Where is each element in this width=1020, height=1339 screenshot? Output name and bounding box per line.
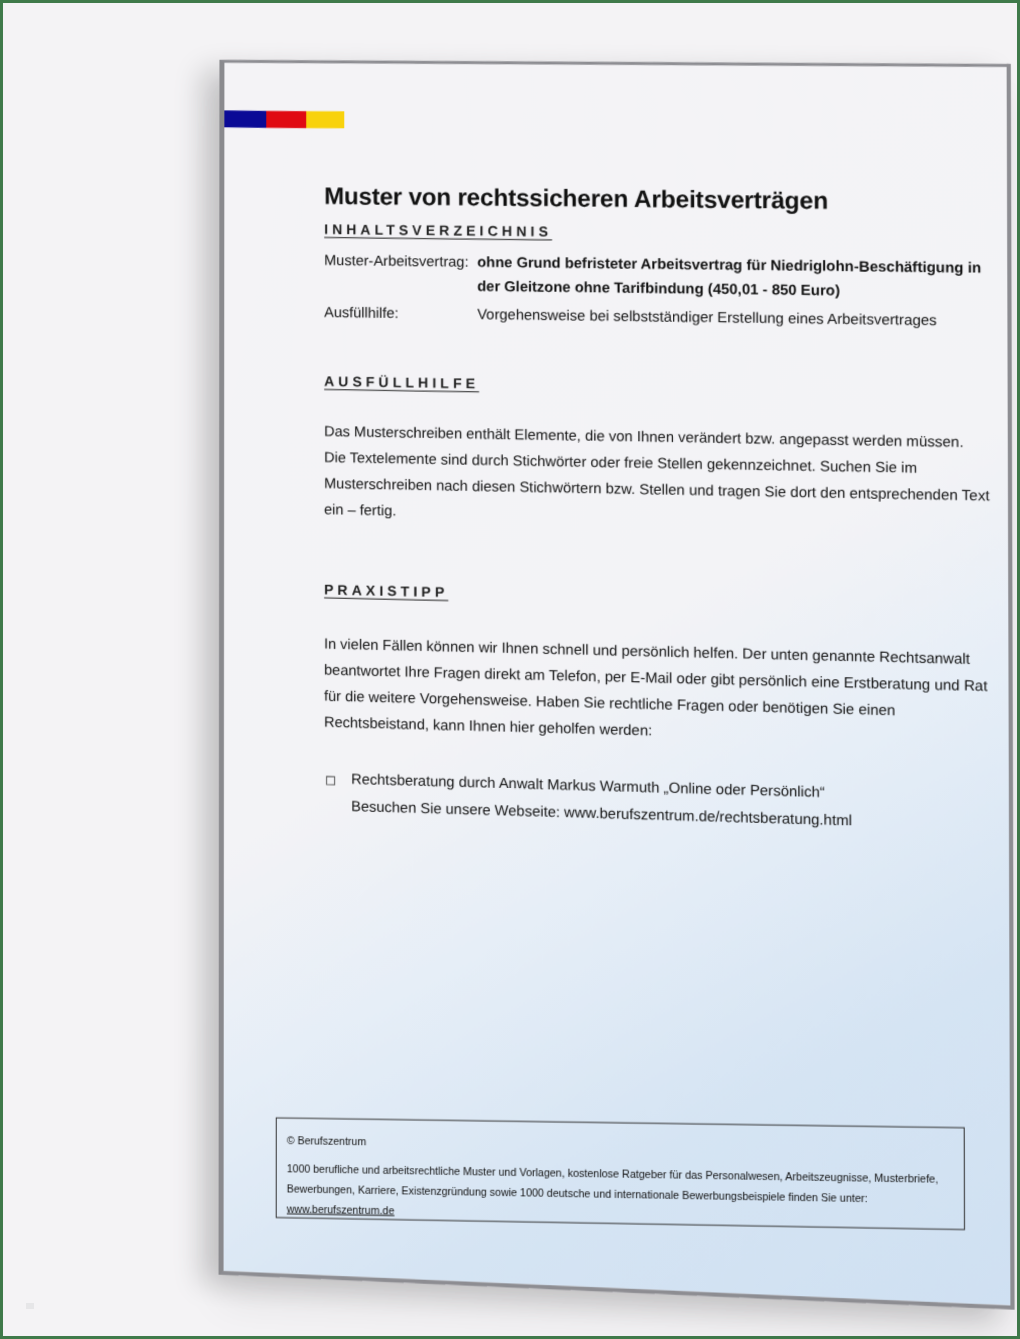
toc-label: Muster-Arbeitsvertrag:	[324, 253, 469, 271]
color-bar-blue	[224, 111, 266, 128]
fill-help-text: Das Musterschreiben enthält Elemente, die von Ihnen verändert bzw. angepasst werden müssen. Die Textelemente sind durch Stichwörter oder freie Stellen gekennzeichnet. Suchen Sie im Musterschreiben nach diesen Stichwörtern bzw. Stellen und tragen Sie dort den entsprechenden Text ein – fertig.	[324, 424, 990, 520]
document-preview	[219, 45, 1015, 1291]
toc-section	[324, 221, 989, 334]
color-bar-red	[266, 111, 306, 128]
checkbox-bullet-icon	[326, 776, 335, 785]
practice-tip-text: In vielen Fällen können wir Ihnen schnell und persönlich helfen. Der unten genannte Rechtsanwalt beantwortet Ihre Fragen direkt am Telefon, per E-Mail oder gibt persönlich eine Erstberatung und Rat für die weitere Vorgehensweise. Haben Sie rechtliche Fragen oder benötigen Sie einen Rechtsbeistand, kann Ihnen hier geholfen werden:	[324, 636, 988, 740]
toc-row	[324, 301, 989, 334]
toc-value: ohne Grund befristeter Arbeitsvertrag für Niedriglohn-Beschäftigung in der Gleitzone ohne Tarifbindung (450,01 - 850 Euro)	[477, 254, 982, 300]
legal-advice-line: Rechtsberatung durch Anwalt Markus Warmuth „Online oder Persönlich“	[351, 771, 825, 802]
footer-description: 1000 berufliche und arbeitsrechtliche Muster und Vorlagen, kostenlose Ratgeber für das Personalwesen, Arbeitszeugnisse, Musterbriefe, Bewerbungen, Karriere, Existenzgründung sowie 1000 deutsche und internationale Bewerbungsbeispiele finden Sie unter:	[286, 1162, 939, 1205]
footer-box	[276, 1117, 965, 1230]
footer-copyright: © Berufszentrum	[286, 1134, 367, 1148]
practice-tip-heading: PRAXISTIPP	[324, 581, 449, 601]
toc-heading: INHALTSVERZEICHNIS	[324, 221, 553, 240]
toc-label: Ausfüllhilfe:	[324, 305, 399, 323]
toc-value: Vorgehensweise bei selbstständiger Erstellung eines Arbeitsvertrages	[477, 306, 937, 330]
fill-help-heading: AUSFÜLLHILFE	[324, 373, 480, 392]
footer-link[interactable]: www.berufszentrum.de	[286, 1203, 395, 1218]
document-title: Muster von rechtssicheren Arbeitsverträgen	[324, 183, 829, 216]
toc-list	[324, 249, 989, 334]
practice-tip-section	[324, 581, 991, 839]
footer-text	[287, 1159, 954, 1231]
legal-advice-item	[324, 766, 991, 840]
brand-color-bar	[224, 111, 344, 129]
document-page	[219, 60, 1015, 1310]
faint-mark	[26, 1303, 34, 1309]
document-content	[324, 183, 991, 840]
toc-row	[324, 249, 989, 305]
legal-advice-website[interactable]: Besuchen Sie unsere Webseite: www.berufszentrum.de/rechtsberatung.html	[351, 798, 853, 830]
color-bar-yellow	[306, 111, 344, 128]
fill-help-section	[324, 373, 990, 536]
